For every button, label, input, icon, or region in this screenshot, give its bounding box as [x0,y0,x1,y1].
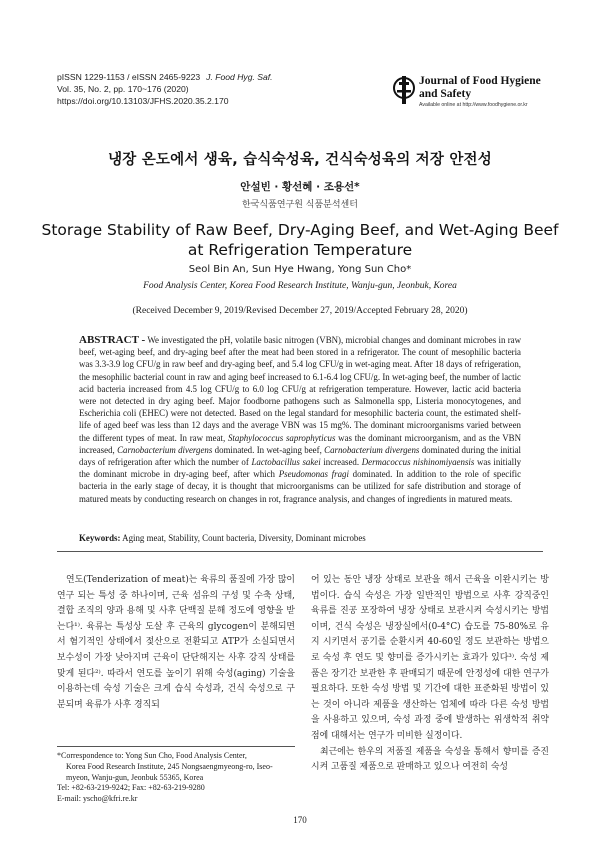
doi-link[interactable]: https://doi.org/10.13103/JFHS.2020.35.2.170 [57,96,229,107]
section-divider [57,551,543,552]
issn-line: pISSN 1229-1153 / eISSN 2465-9223 J. Food Hyg. Saf. [57,72,273,82]
body-paragraph: 최근에는 한우의 저품질 제품을 숙성을 통해서 향미를 증진시켜 고품질 제품으로 판매하고 있으나 여전히 숙성 [311,746,549,773]
keywords: Keywords: Aging meat, Stability, Count bacteria, Diversity, Dominant microbes [79,533,366,543]
body-column-left [57,573,295,713]
page-number: 170 [293,815,307,825]
title-english: Storage Stability of Raw Beef, Dry-Aging Beef, and Wet-Aging Beef at Refrigeration Temperature [41,221,559,259]
body-paragraph: 연도(Tenderization of meat)는 육류의 품질에 가장 많이 연구 되는 특성 중 하나이며, 근육 섬유의 구성 및 수축 상태, 결합 조직의 양과 용해 및 사후 단백질 분해 정도에 영향을 받는다¹⁾. 육류는 특성상 도살 후 근육의 glycogen이 분해되면서 혐기적인 상태에서 젖산으로 전환되고 ATP가 소실되면서 보수성이 가장 낮아지며 근육이 단단해지는 사후 강직 상태를 맞게 된다²⁾. 따라서 연도를 높이기 위해 숙성(aging) 기술을 이용하는데 숙성 기술은 크게 습식 숙성과, 건식 숙성으로 구분되며 육류가 사후 경직되 [57,575,295,710]
title-korean: 냉장 온도에서 생육, 습식숙성육, 건식숙성육의 저장 안전성 [108,152,492,168]
journal-header [57,71,273,108]
affiliation-korean: 한국식품연구원 식품분석센터 [242,200,358,210]
journal-name: Journal of Food Hygiene and Safety [419,75,541,100]
received-dates: (Received December 9, 2019/Revised December 27, 2019/Accepted February 28, 2020) [132,306,468,316]
journal-abbrev: J. Food Hyg. Saf. [206,72,273,82]
journal-availability: Available online at http://www.foodhygiene.or.kr [419,102,528,108]
affiliation-english: Food Analysis Center, Korea Food Research Institute, Wanju-gun, Jeonbuk, Korea [143,281,457,291]
authors-korean: 안설빈 · 황선혜 · 조용선* [240,181,360,193]
authors-english: Seol Bin An, Sun Hye Hwang, Yong Sun Cho* [188,264,412,275]
journal-logo [393,72,545,114]
abstract: ABSTRACT - We investigated the pH, volatile basic nitrogen (VBN), microbial changes and dominant microbes in raw beef, wet-aging beef, and dry-aging beef after the meat had been stored in a refrigerator. The count of mesophilic bacteria was 3.3-3.9 log CFU/g in raw beef and dry-aging beef, and 5.4 log CFU/g in wet-aging meat. After 18 days of refrigeration, the mesophilic bacterial count in raw and aging beef increased to 6.1-6.4 log CFU/g. In wet-aging beef, the number of lactic acid bacteria increased from 4.5 log CFU/g to 6.0 log CFU/g at refrigeration temperature. However, lactic acid bacteria were not detected in dry aging beef. Major foodborne pathogens such as Salmonella spp, Listeria monocytogenes, and Escherichia coli (EHEC) were not detected. Based on the legal standard for mesophilic bacteria count, the estimated shelf-life of aged beef was less than 12 days and the average VBN was 15 mg%. The dominant microorganisms varied between the different types of meat. In raw meat, Staphylococcus saprophyticus was the dominant microorganism, and as the VBN increased, Carnobacterium divergens dominated. In wet-aging beef, Carnobacterium divergens dominated during the initial days of refrigeration after which the number of Lactobacillus sakei increased. Dermacoccus nishinomiyaensis was initially the dominant microbe in dry-aging beef, after which Pseudomonas fragi dominated. In addition to the role of specific bacteria in the early stage of decay, it is thought that microorganisms can be utilized for safe distribution and storage of matured meats by conducting research on changes in rot, fragrance analysis, and changes of ingredients in matured meats. [79,334,522,504]
body-paragraph: 어 있는 동안 냉장 상태로 보관을 해서 근육을 이완시키는 방법이다. 습식 숙성은 가장 일반적인 방법으로 사후 강직중인 육류를 진공 포장하여 냉장 상태로 보관시켜 숙성시키는 방법이며, 건식 숙성은 냉장실에서(0-4°C) 습도를 75-80%로 유지 시키면서 공기를 순환시켜 40-60일 정도 보관하는 방법으로 숙성 후 연도 및 향미를 증가시키는 효과가 있다³⁾. 숙성 제품은 장기간 보관한 후 판매되기 때문에 안정성에 대한 연구가 필요하다. 또한 숙성 방법 및 기간에 대한 표준화된 방법이 있는 것이 아니라 제품을 생산하는 업체에 따라 다른 숙성 방법을 사용하고 있으며, 숙성 과정 중에 발생하는 위생학적 취약점에 대해서는 연구가 미비한 실정이다. [311,575,549,741]
body-column-right [311,573,549,776]
correspondence-footnote: *Correspondence to: Yong Sun Cho, Food Analysis Center, Korea Food Research Institute, 245 Nongsaengmyeong-ro, Iseo- myeon, Wanju-gun, Jeonbuk 55365, Korea Tel: +82-63-219-9242; Fax: +82-63-219-9280 E-mail: yscho@kfri.re.kr [57,751,297,805]
journal-logo-icon [393,72,415,108]
email[interactable]: E-mail: yscho@kfri.re.kr [57,794,138,804]
footnote-divider [57,746,295,747]
volume-line: Vol. 35, No. 2, pp. 170~176 (2020) [57,84,189,95]
abstract-label: ABSTRACT - [79,334,146,346]
